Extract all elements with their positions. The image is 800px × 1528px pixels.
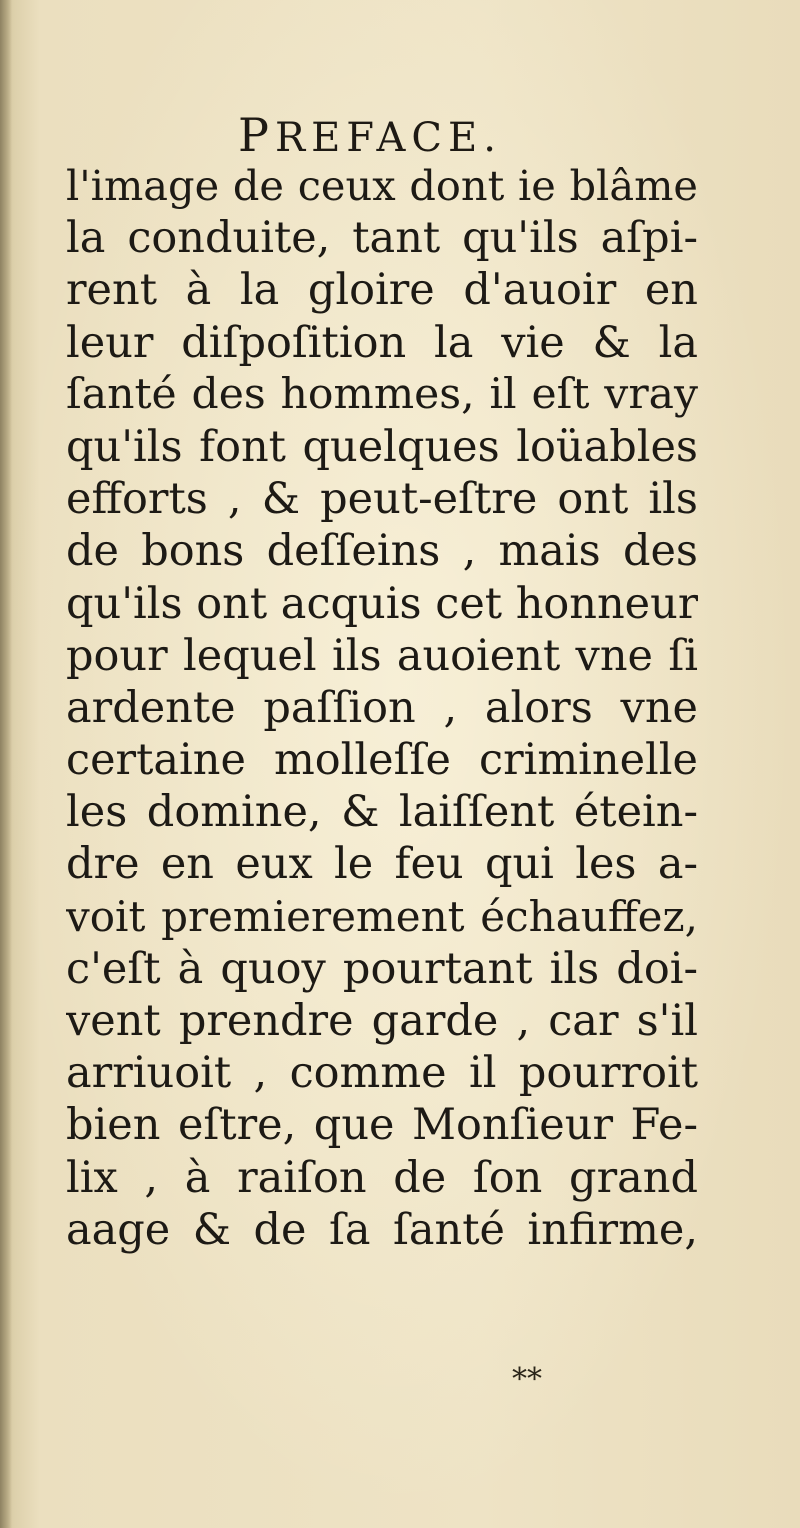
text-line: pour lequel ils auoient vne ſi — [66, 630, 698, 681]
text-line: vent prendre garde , car s'il — [66, 996, 698, 1046]
text-line: bien eſtre, que Monſieur Fe- — [66, 1100, 698, 1151]
body-text — [66, 160, 698, 1256]
text-line: ſanté des hommes, il eſt vray — [66, 369, 698, 419]
text-line: qu'ils font quelques loüables — [66, 421, 698, 472]
text-line: de bons deſſeins , mais des — [66, 526, 698, 577]
text-line: qu'ils ont acquis cet honneur — [66, 578, 698, 629]
running-head-rest: REFACE. — [274, 115, 502, 161]
text-line: dre en eux le feu qui les a- — [66, 839, 698, 890]
text-line: ardente paſſion , alors vne — [66, 682, 698, 733]
text-line: aage & de ſa ſanté infirme, — [66, 1204, 698, 1255]
signature-mark: ** — [512, 1362, 542, 1397]
running-head — [238, 108, 502, 162]
running-head-initial: P — [238, 108, 275, 162]
text-line: efforts , & peut-eſtre ont ils — [66, 474, 698, 525]
text-line: arriuoit , comme il pourroit — [66, 1048, 698, 1099]
page-gutter-shadow — [0, 0, 12, 1528]
text-line: rent à la gloire d'auoir en — [66, 265, 698, 316]
text-line: voit premierement échauffez, — [66, 891, 698, 941]
text-line: les domine, & laiſſent étein- — [66, 787, 698, 838]
text-line: c'eſt à quoy pourtant ils doi- — [66, 943, 698, 994]
text-line: la conduite, tant qu'ils aſpi- — [66, 213, 698, 264]
text-line: certaine molleſſe criminelle — [66, 735, 698, 786]
text-line: lix , à raiſon de ſon grand — [66, 1152, 698, 1203]
text-line: leur diſpoſition la vie & la — [66, 317, 698, 368]
text-line: l'image de ceux dont ie blâme — [66, 161, 698, 210]
